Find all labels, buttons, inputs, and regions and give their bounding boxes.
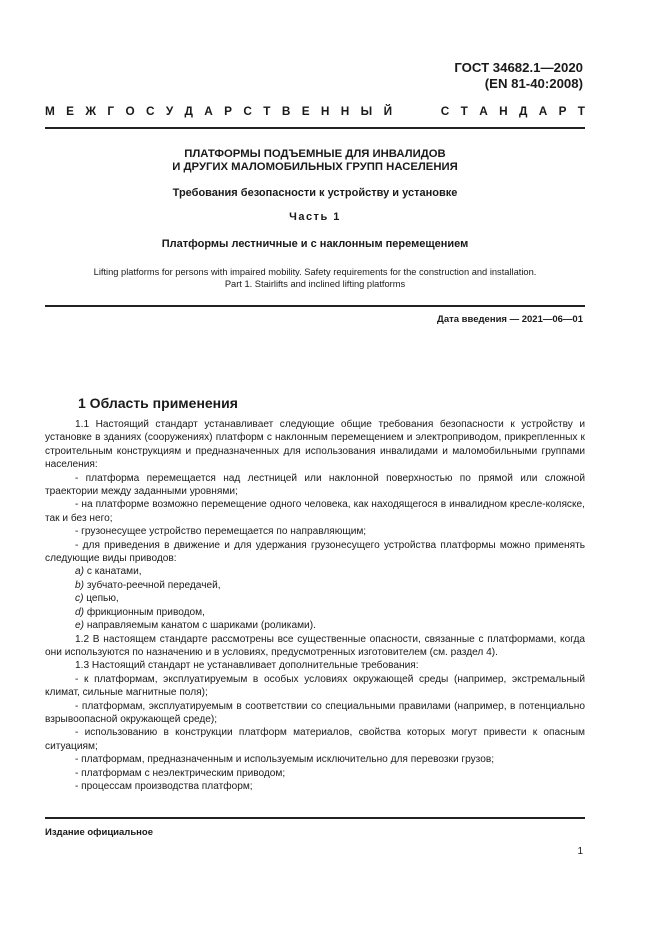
drive-list-item [45, 565, 585, 578]
introduction-date: Дата введения — 2021—06—01 [437, 314, 583, 325]
bullet-item: - на платформе возможно перемещение одного человека, как находящегося в инвалидном кресле-коляске, так и без него; [45, 499, 585, 524]
official-edition-note: Издание официальное [45, 827, 153, 838]
document-title [45, 148, 585, 174]
title-line-2: И ДРУГИХ МАЛОМОБИЛЬНЫХ ГРУПП НАСЕЛЕНИЯ [172, 161, 458, 173]
banner-letter: Д [518, 104, 528, 118]
banner-letter: М [45, 104, 55, 118]
interstate-standard-banner [45, 104, 585, 118]
list-letter: a) [75, 566, 85, 578]
banner-letter: Р [558, 104, 567, 118]
banner-letter: С [440, 104, 450, 118]
banner-letter: Н [340, 104, 350, 118]
bullet-item: - для приведения в движение и для удержания грузонесущего устройства платформы можно применять следующие виды приводов: [45, 539, 585, 565]
banner-letter: Т [460, 104, 468, 118]
paragraph-1-3: 1.3 Настоящий стандарт не устанавливает дополнительные требования: [75, 660, 419, 672]
list-text: с канатами, [84, 566, 142, 578]
banner-letter: А [479, 104, 488, 118]
standard-designation [454, 60, 583, 92]
en-code: (EN 81-40:2008) [484, 76, 583, 91]
bullet-item: - платформам, предназначенным и используемым исключительно для перевозки грузов; [75, 754, 495, 766]
banner-letter: Н [320, 104, 330, 118]
banner-letter: А [204, 104, 213, 118]
list-letter: d) [75, 606, 85, 618]
banner-letter: Н [499, 104, 508, 118]
english-title [45, 266, 585, 290]
bullet-item: - грузонесущее устройство перемещается по направляющим; [75, 526, 367, 538]
part-name: Платформы лестничные и с наклонным перемещением [161, 238, 469, 250]
banner-letter: Е [66, 104, 75, 118]
part-number: Часть 1 [289, 211, 341, 223]
drive-list-item [45, 606, 585, 619]
english-title-line-1: Lifting platforms for persons with impaired mobility. Safety requirements for the construction and installation. [93, 267, 537, 277]
banner-letter: Т [577, 104, 585, 118]
banner-letter: Ж [85, 104, 97, 118]
list-text: цепью, [83, 593, 119, 605]
banner-letter: Д [184, 104, 193, 118]
footer-divider [45, 817, 585, 819]
list-letter: c) [75, 593, 84, 605]
banner-letter: Г [107, 104, 115, 118]
paragraph-1-2: 1.2 В настоящем стандарте рассмотрены все существенные опасности, связанные с платформами, когда они используются по назначению и в условиях, предусмотренных изготовителем (см. раздел 4). [45, 633, 585, 658]
banner-letter: Р [224, 104, 233, 118]
list-text: фрикционным приводом, [84, 606, 205, 618]
list-letter: b) [75, 579, 85, 591]
bullet-item: - процессам производства платформ; [75, 780, 253, 792]
section-body [45, 418, 585, 793]
standard-code: ГОСТ 34682.1—2020 [454, 60, 583, 75]
bullet-item: - платформам с неэлектрическим приводом; [75, 767, 286, 779]
drive-list-item [45, 579, 585, 592]
paragraph-1-1: 1.1 Настоящий стандарт устанавливает следующие общие требования безопасности к устройству и установке в зданиях (сооружениях) платформ с наклонным перемещением и электроприводом, прикрепленных к строительным конструкциям и предназначенных для использования инвалидами и маломобильными группами населения: [45, 419, 585, 471]
english-title-line-2: Part 1. Stairlifts and inclined lifting platforms [224, 279, 406, 289]
document-subtitle: Требования безопасности к устройству и установке [172, 187, 458, 199]
bullet-item: - к платформам, эксплуатируемым в особых условиях окружающей среды (например, экстремальный климат, сильные магнитные поля); [45, 673, 585, 699]
list-text: направляемым канатом с шариками (роликами). [84, 620, 316, 632]
bullet-item: - платформа перемещается над лестницей или наклонной поверхностью по прямой или сложной траектории между заданными уровнями; [45, 472, 585, 498]
banner-letter: А [538, 104, 548, 118]
banner-letter: О [125, 104, 135, 118]
banner-letter: В [281, 104, 291, 118]
banner-spacer [403, 104, 429, 118]
banner-letter: У [165, 104, 174, 118]
drive-list-item [45, 592, 585, 605]
bullet-item: - платформам, эксплуатируемым в соответствии со специальными правилами (например, в потенциально взрывоопасной окружающей среде); [45, 700, 585, 725]
top-divider [45, 127, 585, 129]
drive-list-item [45, 619, 585, 632]
banner-letter: Й [383, 104, 393, 118]
list-text: зубчато-реечной передачей, [84, 579, 221, 591]
banner-letter: С [145, 104, 155, 118]
banner-letter: С [243, 104, 252, 118]
banner-letter: Е [301, 104, 310, 118]
banner-letter: Ы [360, 104, 373, 118]
bullet-item: - использованию в конструкции платформ материалов, свойства которых могут привести к опасным ситуациям; [45, 727, 585, 752]
page-number: 1 [577, 846, 583, 857]
list-letter: e) [75, 620, 85, 632]
section-heading: 1 Область применения [78, 395, 238, 411]
banner-letter: Т [263, 104, 271, 118]
title-divider [45, 305, 585, 307]
title-line-1: ПЛАТФОРМЫ ПОДЪЕМНЫЕ ДЛЯ ИНВАЛИДОВ [184, 148, 446, 160]
